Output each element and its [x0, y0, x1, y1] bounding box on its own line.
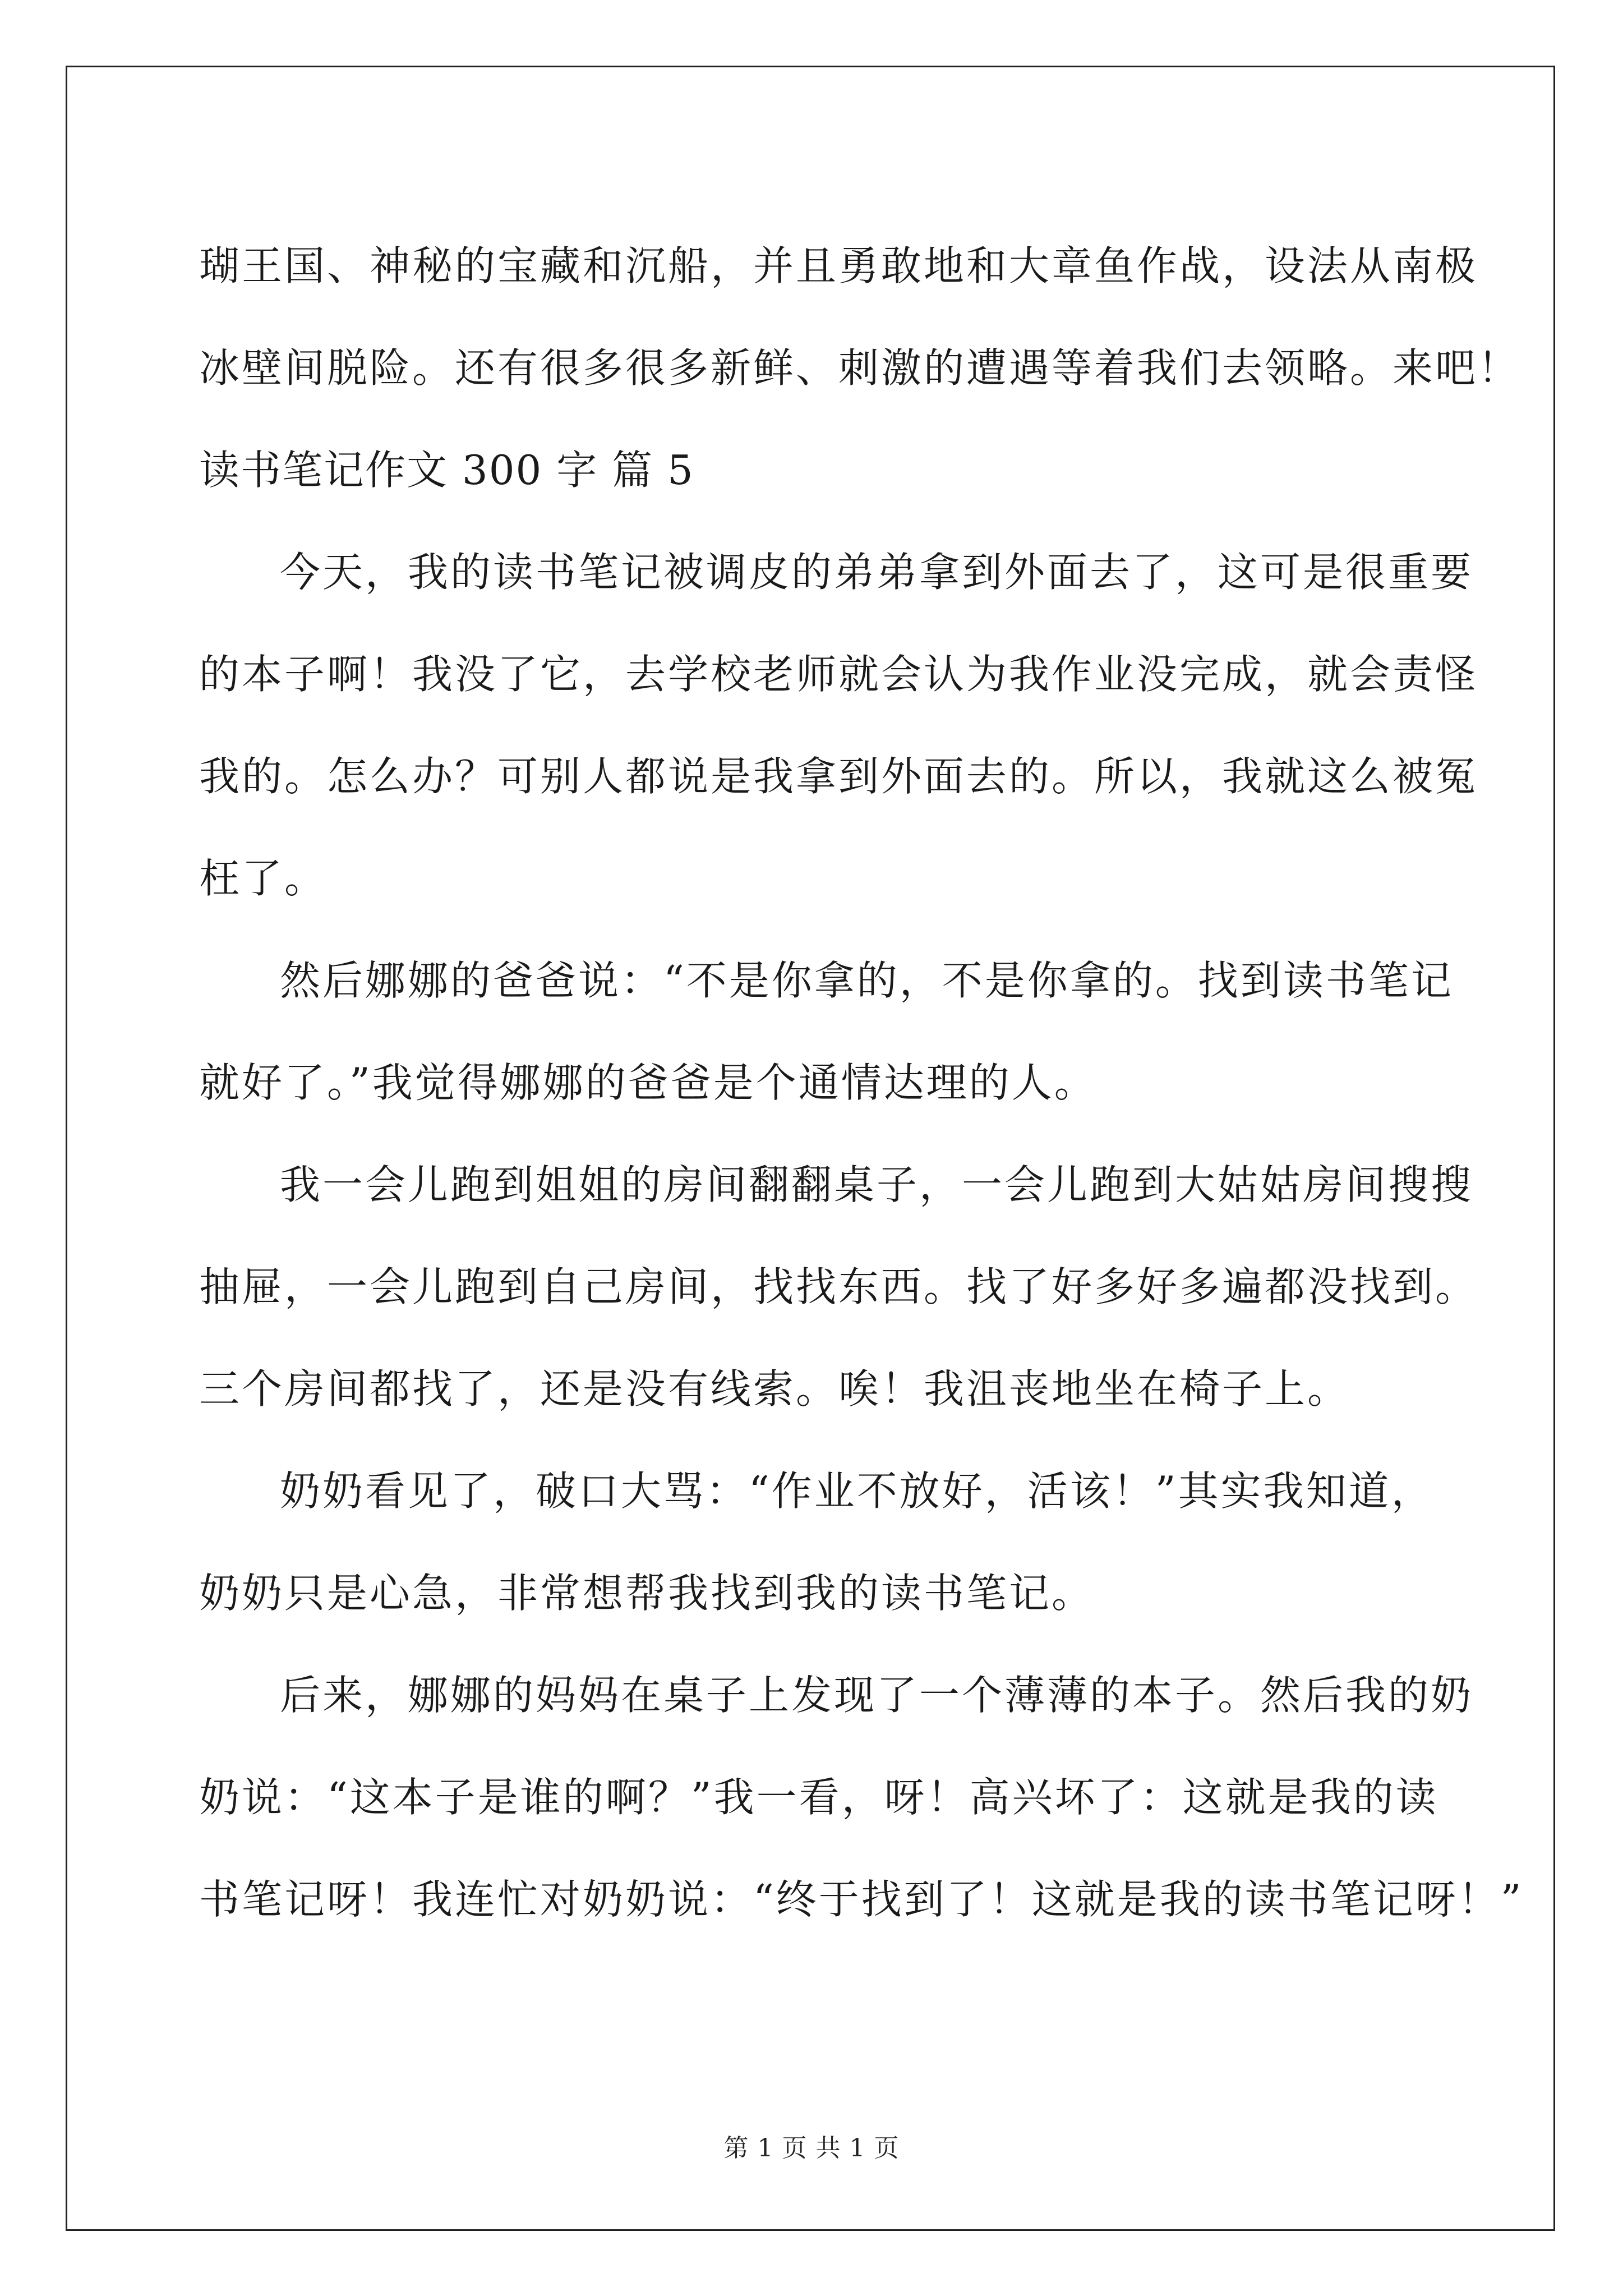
text-line: 就好了。”我觉得娜娜的爸爸是个通情达理的人。	[199, 1059, 1097, 1106]
text-line: 冰壁间脱险。还有很多很多新鲜、刺激的遭遇等着我们去领略。来吧！	[199, 344, 1521, 392]
text-line: 瑚王国、神秘的宝藏和沉船，并且勇敢地和大章鱼作战，设法从南极	[199, 242, 1478, 289]
document-body	[199, 215, 1524, 1950]
text-line: 枉了。	[199, 855, 328, 902]
text-line: 书笔记呀！我连忙对奶奶说：“终于找到了！这就是我的读书笔记呀！”	[199, 1876, 1524, 1923]
text-line: 我的。怎么办？可别人都说是我拿到外面去的。所以，我就这么被冤	[199, 753, 1478, 800]
text-line: 的本子啊！我没了它，去学校老师就会认为我作业没完成，就会责怪	[199, 651, 1478, 698]
paragraph-start: 后来，娜娜的妈妈在桌子上发现了一个薄薄的本子。然后我的奶	[280, 1672, 1474, 1719]
text-line: 奶说：“这本子是谁的啊？”我一看，呀！高兴坏了：这就是我的读	[199, 1774, 1438, 1821]
text-line: 抽屉，一会儿跑到自己房间，找找东西。找了好多好多遍都没找到。	[199, 1263, 1478, 1310]
text-line: 三个房间都找了，还是没有线索。唉！我沮丧地坐在椅子上。	[199, 1365, 1350, 1412]
paragraph-start: 我一会儿跑到姐姐的房间翻翻桌子，一会儿跑到大姑姑房间搜搜	[280, 1161, 1474, 1208]
section-heading: 读书笔记作文 300 字 篇 5	[199, 447, 694, 494]
paragraph-start: 今天，我的读书笔记被调皮的弟弟拿到外面去了，这可是很重要	[280, 549, 1474, 596]
paragraph-start: 然后娜娜的爸爸说：“不是你拿的，不是你拿的。找到读书笔记	[280, 957, 1454, 1004]
text-line: 奶奶只是心急，非常想帮我找到我的读书笔记。	[199, 1570, 1095, 1617]
paragraph-start: 奶奶看见了，破口大骂：“作业不放好，活该！”其实我知道，	[280, 1467, 1434, 1515]
page-number-footer: 第 1 页 共 1 页	[723, 2134, 900, 2162]
